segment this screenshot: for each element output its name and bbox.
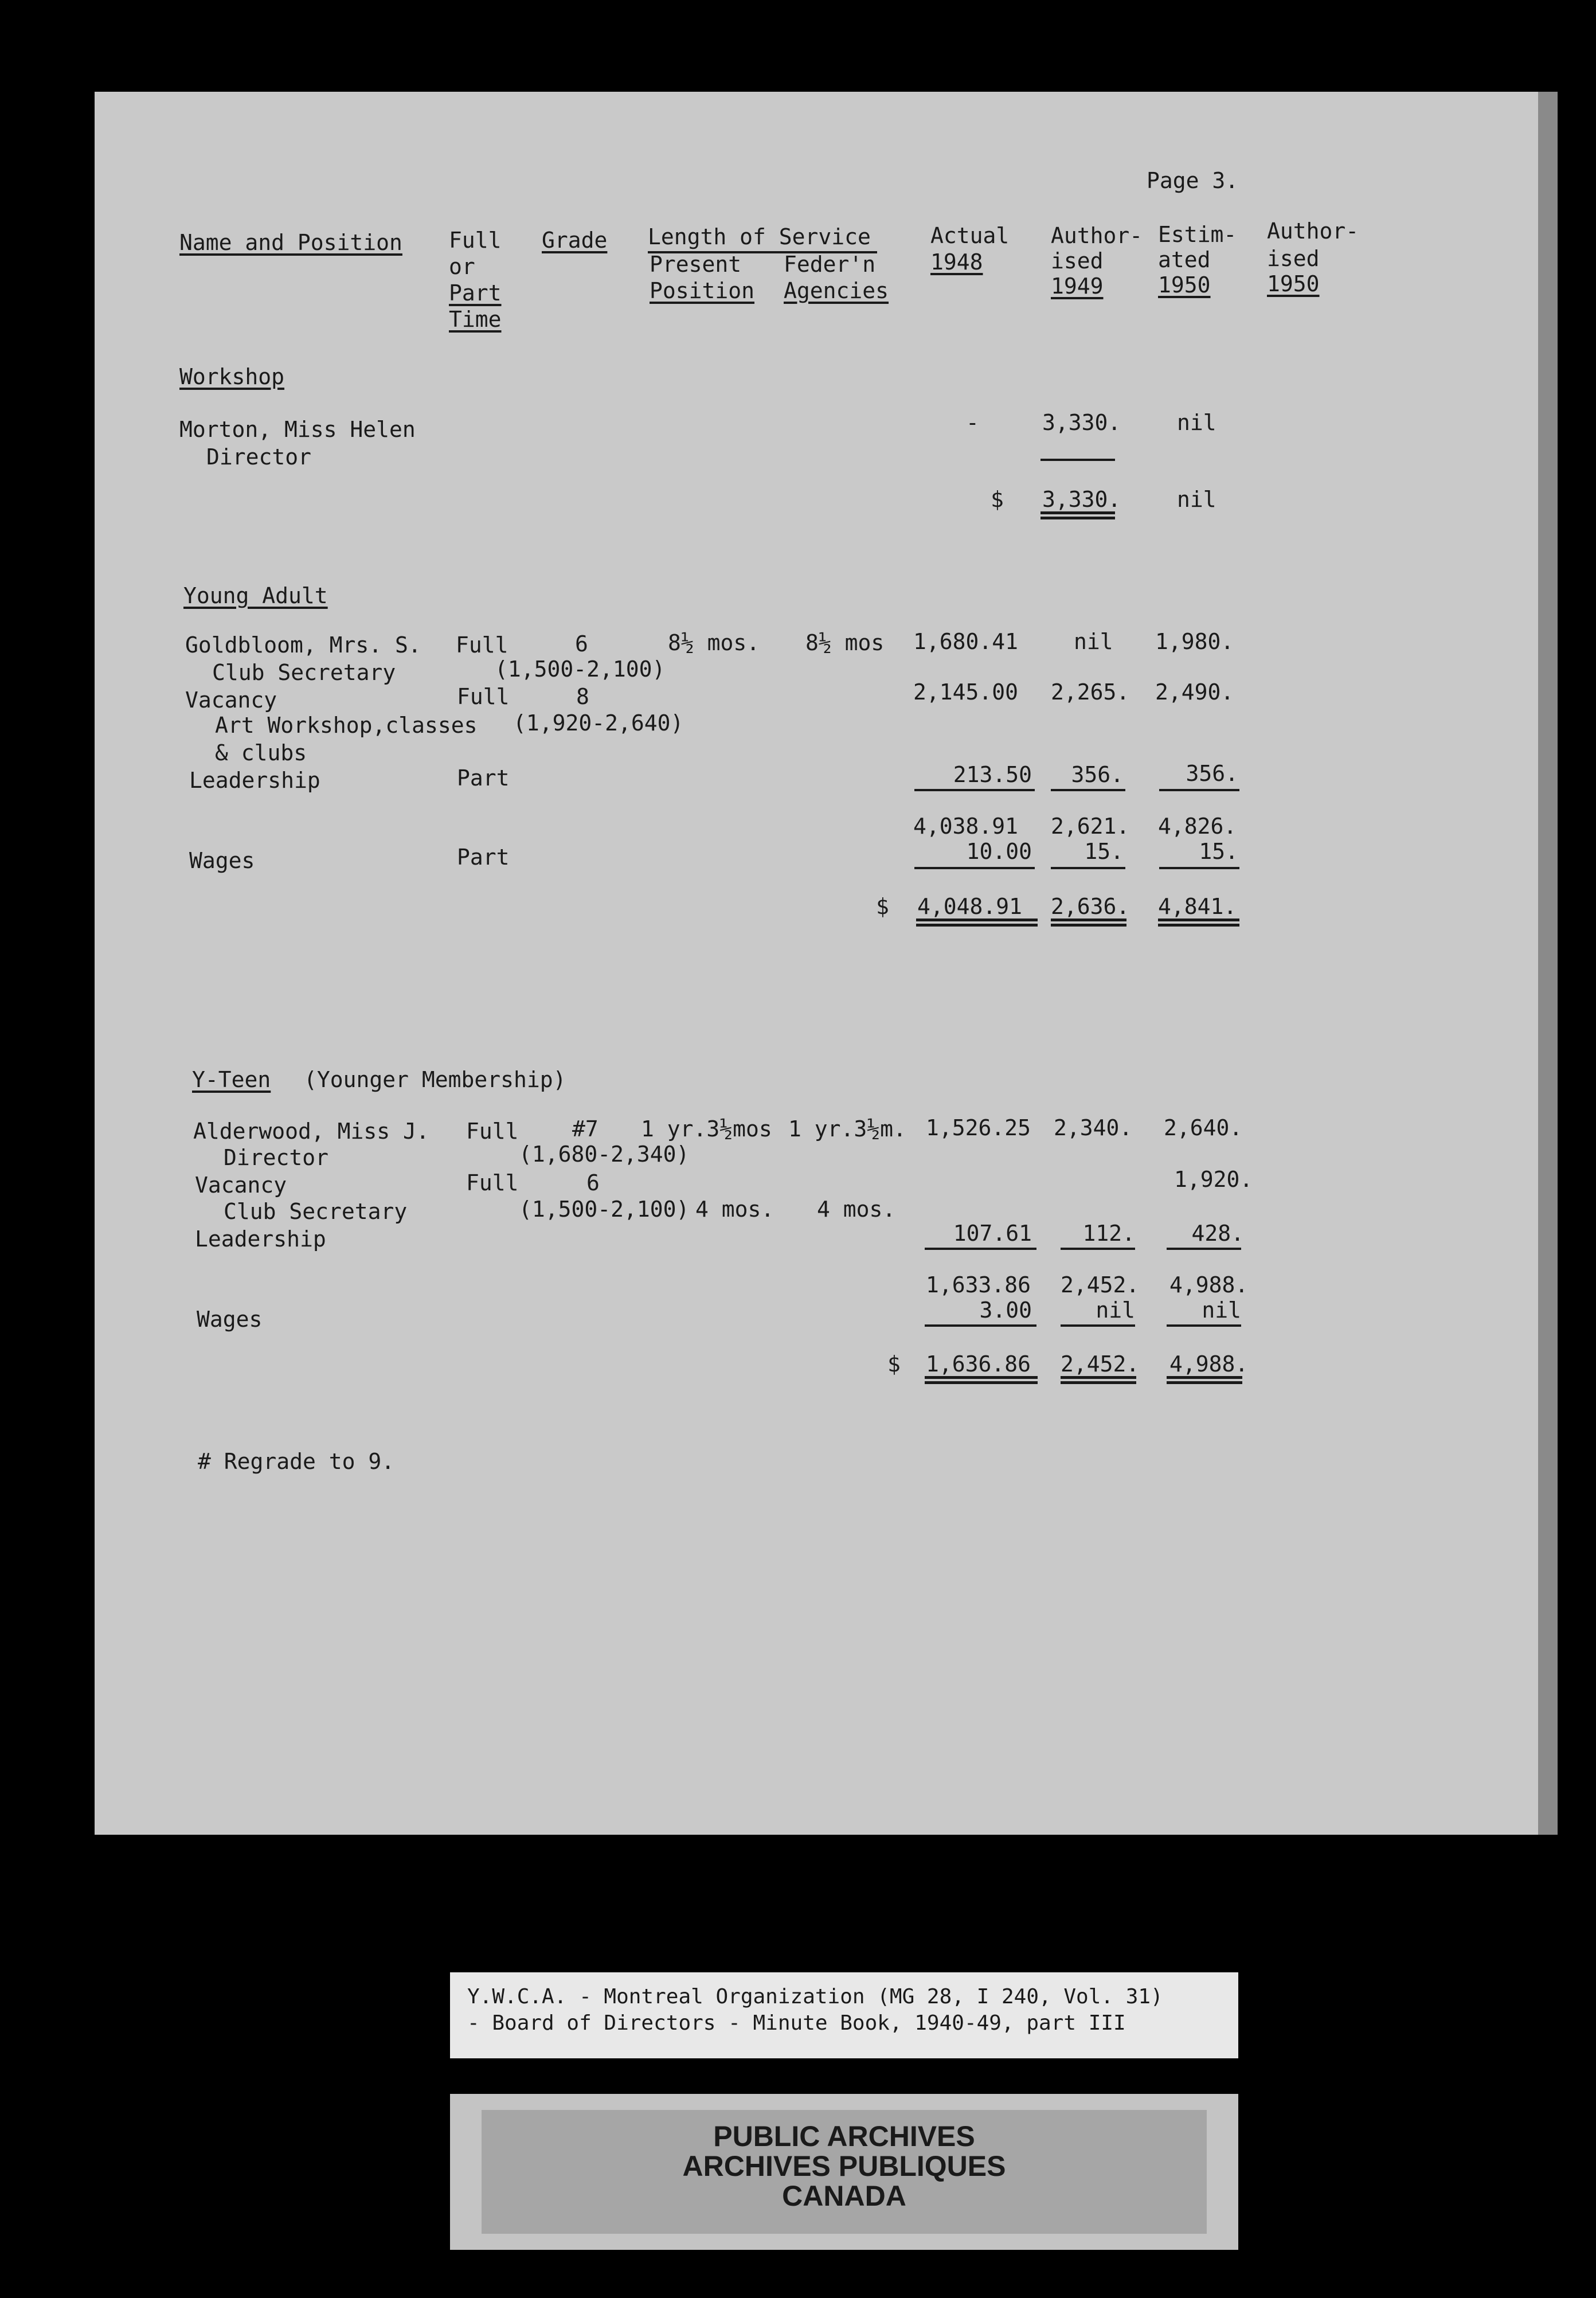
header-length-of-service: Length of Service <box>648 224 871 249</box>
ya-row2-type: Full <box>457 684 510 709</box>
ya-row3-actual: 213.50 <box>953 762 1032 787</box>
header-position: Position <box>650 278 755 303</box>
yt-row1-federn: 1 yr.3½m. <box>788 1116 906 1142</box>
page-number: Page 3. <box>1147 168 1239 193</box>
ya-subtotal-rule-actual <box>914 789 1035 791</box>
header-year-1950-auth: 1950 <box>1267 271 1320 296</box>
workshop-est1950: nil <box>1177 410 1216 435</box>
section-workshop-title: Workshop <box>179 364 285 389</box>
ya-total-rule-est1950 <box>1159 867 1239 869</box>
ya-total-actual: 4,048.91 <box>917 894 1023 919</box>
yt-wages-est1950: nil <box>1202 1297 1241 1323</box>
ya-wages-est1950: 15. <box>1199 839 1238 864</box>
yt-subtotal-rule-auth1949 <box>1061 1248 1135 1250</box>
yt-row1-range: (1,680-2,340) <box>519 1142 690 1167</box>
ya-row2-position: Art Workshop,classes <box>215 713 478 738</box>
yt-total-est1950: 4,988. <box>1169 1351 1249 1377</box>
yt-total-rule-actual <box>925 1324 1036 1327</box>
yt-row1-grade: #7 <box>572 1116 598 1142</box>
ya-row1-name: Goldbloom, Mrs. S. <box>185 632 421 658</box>
footnote: # Regrade to 9. <box>198 1449 395 1474</box>
header-federn: Feder'n <box>784 252 876 277</box>
header-author-1950: Author- <box>1267 218 1359 244</box>
ya-row1-actual: 1,680.41 <box>913 629 1019 654</box>
yt-subtotal-auth1949: 2,452. <box>1061 1272 1140 1297</box>
workshop-total-underline <box>1040 511 1115 519</box>
header-or: or <box>449 254 475 279</box>
ya-row1-position: Club Secretary <box>212 660 396 685</box>
ya-total-rule-auth1949 <box>1051 867 1125 869</box>
workshop-total-auth1949: 3,330. <box>1042 487 1121 512</box>
ya-subtotal-actual: 4,038.91 <box>913 814 1019 839</box>
ya-wages-name: Wages <box>189 848 255 873</box>
workshop-dollar: $ <box>991 487 1004 512</box>
workshop-total-est1950: nil <box>1177 487 1216 512</box>
ya-row3-auth1949: 356. <box>1071 762 1124 787</box>
yt-subtotal-rule-est1950 <box>1167 1248 1241 1250</box>
ya-row3-est1950: 356. <box>1186 761 1238 786</box>
yt-subtotal-rule-actual <box>925 1248 1036 1250</box>
yt-wages-auth1949: nil <box>1096 1297 1135 1323</box>
yt-total-rule-auth1949 <box>1061 1324 1135 1327</box>
ya-row2-grade: 8 <box>576 684 589 709</box>
yt-row2-federn: 4 mos. <box>817 1197 896 1222</box>
yt-row1-position: Director <box>224 1145 329 1170</box>
yt-subtotal-actual: 1,633.86 <box>926 1272 1031 1297</box>
header-ated: ated <box>1158 247 1211 272</box>
stamp-line2: ARCHIVES PUBLIQUES <box>682 2150 1006 2182</box>
yt-row2-est1950: 1,920. <box>1174 1167 1253 1192</box>
ya-row2-actual: 2,145.00 <box>913 679 1019 705</box>
header-year-1950-est: 1950 <box>1158 272 1211 298</box>
ya-row3-name: Leadership <box>189 768 320 793</box>
yt-row3-name: Leadership <box>195 1226 326 1252</box>
header-present: Present <box>650 252 742 277</box>
yt-row3-est1950: 428. <box>1191 1221 1244 1246</box>
archive-reference-card <box>450 1972 1238 2058</box>
ya-row1-auth1949: nil <box>1074 629 1113 654</box>
ya-subtotal-rule-auth1949 <box>1051 789 1125 791</box>
section-young-adult-title: Young Adult <box>183 583 328 608</box>
document-page <box>95 92 1558 1835</box>
ya-row2-auth1949: 2,265. <box>1051 679 1130 705</box>
ya-row2-name: Vacancy <box>185 687 277 713</box>
stamp-line3: CANADA <box>782 2180 906 2212</box>
ya-total-rule-actual <box>914 867 1035 869</box>
yt-row1-actual: 1,526.25 <box>926 1115 1031 1140</box>
ya-row1-grade: 6 <box>575 631 588 656</box>
workshop-actual: - <box>966 410 979 435</box>
ya-total-est1950: 4,841. <box>1158 894 1237 919</box>
header-year-1949: 1949 <box>1051 273 1104 299</box>
ya-total-underline-est1950 <box>1158 919 1239 927</box>
ya-row2-est1950: 2,490. <box>1155 679 1234 705</box>
yt-total-underline-auth1949 <box>1061 1376 1136 1384</box>
ya-total-underline-auth1949 <box>1051 919 1126 927</box>
header-author-1949: Author- <box>1051 223 1143 248</box>
yt-row1-type: Full <box>466 1119 519 1144</box>
yt-total-auth1949: 2,452. <box>1061 1351 1140 1377</box>
ya-subtotal-est1950: 4,826. <box>1158 814 1237 839</box>
header-1948: 1948 <box>930 249 983 275</box>
header-part: Part <box>449 280 502 306</box>
yt-row2-grade: 6 <box>586 1170 600 1195</box>
section-yteen-title: Y-Teen <box>192 1067 271 1092</box>
archives-stamp <box>450 2094 1238 2250</box>
ya-row2-range: (1,920-2,640) <box>513 710 684 736</box>
yt-total-actual: 1,636.86 <box>926 1351 1031 1377</box>
section-yteen-subtitle: (Younger Membership) <box>304 1067 566 1092</box>
ya-wages-auth1949: 15. <box>1084 839 1124 864</box>
yt-total-rule-est1950 <box>1167 1324 1241 1327</box>
archive-card-line1: Y.W.C.A. - Montreal Organization (MG 28, I 240, Vol. 31) <box>467 1985 1163 2008</box>
yt-row1-auth1949: 2,340. <box>1054 1115 1133 1140</box>
yt-total-underline-est1950 <box>1167 1376 1242 1384</box>
workshop-auth1949: 3,330. <box>1042 410 1121 435</box>
yt-row1-name: Alderwood, Miss J. <box>193 1119 429 1144</box>
yt-row2-position: Club Secretary <box>224 1199 408 1224</box>
ya-wages-type: Part <box>457 845 510 870</box>
ya-total-underline-actual <box>916 919 1038 927</box>
yt-total-dollar: $ <box>887 1351 901 1377</box>
header-ised-1950: ised <box>1267 246 1320 271</box>
yt-row2-type: Full <box>466 1170 519 1195</box>
ya-row1-range: (1,500-2,100) <box>495 656 666 682</box>
yt-row2-range: (1,500-2,100) <box>519 1197 690 1222</box>
yt-row2-present: 4 mos. <box>695 1197 774 1222</box>
ya-row1-federn: 8½ mos <box>805 630 885 655</box>
header-actual: Actual <box>930 223 1010 248</box>
header-time: Time <box>449 307 502 332</box>
ya-row1-type: Full <box>456 632 508 658</box>
ya-subtotal-rule-est1950 <box>1159 789 1239 791</box>
header-grade: Grade <box>542 228 608 253</box>
ya-row3-type: Part <box>457 765 510 791</box>
ya-row2-position2: & clubs <box>215 740 307 765</box>
yt-row3-auth1949: 112. <box>1082 1221 1135 1246</box>
ya-wages-actual: 10.00 <box>966 839 1032 864</box>
yt-wages-actual: 3.00 <box>979 1297 1032 1323</box>
header-full: Full <box>449 228 502 253</box>
header-estim: Estim- <box>1158 222 1237 247</box>
yt-row1-present: 1 yr.3½mos <box>641 1116 772 1142</box>
header-ised-1949: ised <box>1051 248 1104 273</box>
workshop-position: Director <box>206 444 312 470</box>
ya-row1-present: 8½ mos. <box>668 630 760 655</box>
yt-row1-est1950: 2,640. <box>1164 1115 1243 1140</box>
ya-row1-est1950: 1,980. <box>1155 629 1234 654</box>
archive-card-line2: - Board of Directors - Minute Book, 1940-49, part III <box>467 2011 1126 2035</box>
yt-total-underline-actual <box>925 1376 1038 1384</box>
header-agencies: Agencies <box>784 278 889 303</box>
ya-total-dollar: $ <box>876 894 889 919</box>
yt-subtotal-est1950: 4,988. <box>1169 1272 1249 1297</box>
archives-stamp-label <box>482 2110 1207 2234</box>
header-name-position: Name and Position <box>179 230 402 255</box>
yt-wages-name: Wages <box>197 1307 263 1332</box>
ya-subtotal-auth1949: 2,621. <box>1051 814 1130 839</box>
yt-row2-name: Vacancy <box>195 1173 287 1198</box>
workshop-name: Morton, Miss Helen <box>179 417 416 442</box>
workshop-rule <box>1040 459 1115 461</box>
ya-total-auth1949: 2,636. <box>1051 894 1130 919</box>
stamp-line1: PUBLIC ARCHIVES <box>713 2120 975 2152</box>
yt-row3-actual: 107.61 <box>953 1221 1032 1246</box>
